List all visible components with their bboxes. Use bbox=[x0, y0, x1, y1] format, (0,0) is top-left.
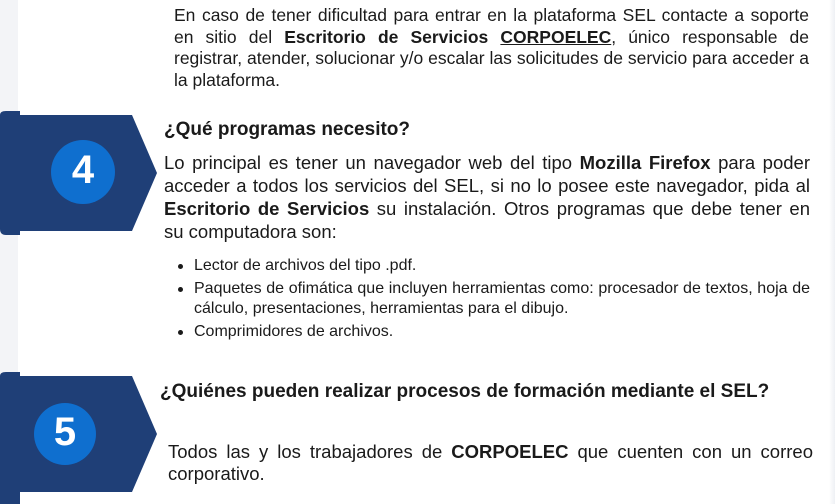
list-item: Comprimidores de archivos. bbox=[176, 322, 810, 343]
section-4-badge bbox=[0, 111, 158, 235]
section-5-paragraph: Todos las y los trabajadores de CORPOELEC que cuenten con un correo corporativo. bbox=[168, 441, 813, 484]
section-5-title: ¿Quiénes pueden realizar procesos de formación mediante el SEL? bbox=[160, 381, 770, 402]
section-4-title: ¿Qué programas necesito? bbox=[164, 119, 411, 140]
list-item: Paquetes de ofimática que incluyen herramientas como: procesador de textos, hoja de cálculo, presentaciones, herramientas para el dibujo. bbox=[176, 279, 810, 320]
intro-paragraph: En caso de tener dificultad para entrar en la plataforma SEL contacte a soporte en sitio del Escritorio de Servicios CORPOELEC, único responsable de registrar, atender, solucionar y/o escalar las solicitudes de servicio para acceder a la plataforma. bbox=[174, 5, 809, 90]
section-4-paragraph: Lo principal es tener un navegador web del tipo Mozilla Firefox para poder acceder a todos los servicios del SEL, si no lo posee este navegador, pida al Escritorio de Servicios su instalación. Otros programas que debe tener en su computadora son: bbox=[164, 152, 810, 242]
section-4-number: 4 bbox=[71, 148, 95, 192]
section-5-badge bbox=[0, 372, 158, 504]
programs-list bbox=[176, 256, 810, 344]
right-page-edge bbox=[829, 0, 835, 504]
section-5-number: 5 bbox=[53, 410, 77, 454]
list-item: Lector de archivos del tipo .pdf. bbox=[176, 256, 810, 277]
